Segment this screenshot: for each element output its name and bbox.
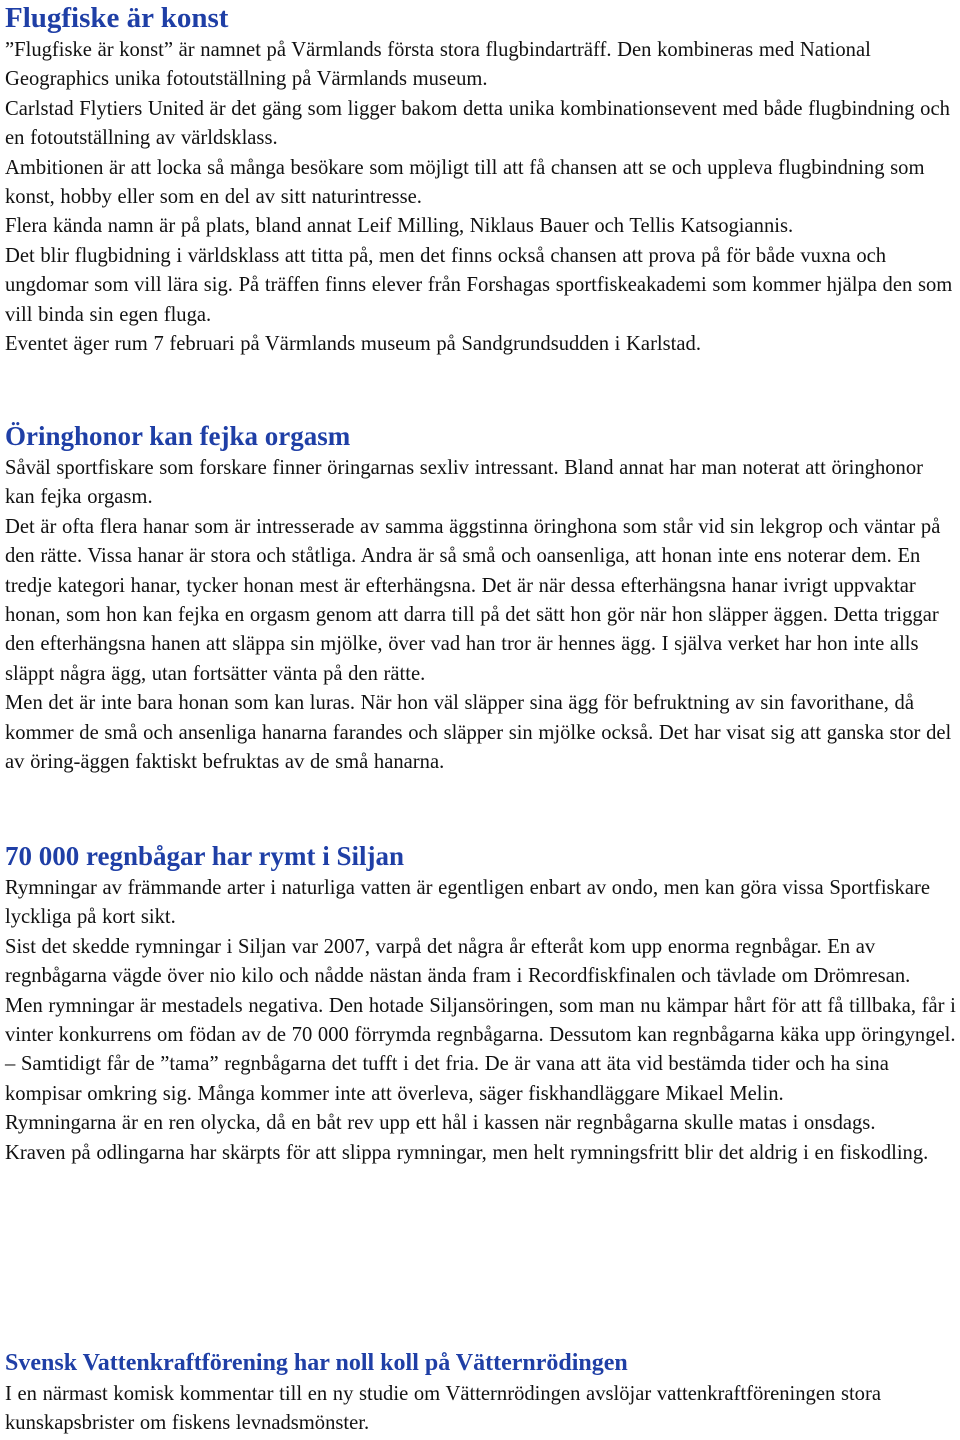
- article-paragraph: Men rymningar är mestadels negativa. Den hotade Siljansöringen, som man nu kämpar hårt för att få tillbaka, får i vinter konkurrens om födan av de 70 000 förrymda regnbågarna. Dessutom kan regnbågarna käka upp öringyngel.: [5, 994, 956, 1047]
- article-paragraph: ”Flugfiske är konst” är namnet på Värmlands första stora flugbindarträff. Den kombineras med National Geographics unika fotoutställning på Värmlands museum.: [5, 39, 871, 91]
- article-paragraph: Carlstad Flytiers United är det gäng som ligger bakom detta unika kombinationsevent med både flugbindning och en fotoutställning av världsklass.: [5, 97, 950, 150]
- article-oringhonor: [5, 418, 957, 777]
- article-flugfiske: [5, 0, 957, 359]
- article-paragraph: Rymningar av främmande arter i naturliga vatten är egentligen enbart av ondo, men kan göra vissa Sportfiskare lyckliga på kort sikt.: [5, 877, 930, 929]
- article-paragraph: Kraven på odlingarna har skärpts för att slippa rymningar, men helt rymningsfritt blir det aldrig i en fiskodling.: [5, 1141, 929, 1164]
- article-paragraph: Eventet äger rum 7 februari på Värmlands museum på Sandgrundsudden i Karlstad.: [5, 333, 701, 356]
- article-heading: 70 000 regnbågar har rymt i Siljan: [5, 841, 405, 871]
- article-heading: Svensk Vattenkraftförening har noll koll på Vätternrödingen: [5, 1350, 628, 1376]
- article-paragraph: – Samtidigt får de ”tama” regnbågarna det tufft i det fria. De är vana att äta vid bestämda tider och ha sina kompisar omkring sig. Många kommer inte att överleva, säger fiskhandläggare Mikael Melin.: [5, 1053, 889, 1105]
- article-paragraph: Flera kända namn är på plats, bland annat Leif Milling, Niklaus Bauer och Tellis Katsogiannis.: [5, 215, 794, 238]
- article-paragraph: Det är ofta flera hanar som är intresserade av samma äggstinna öringhona som står vid sin lekgrop och väntar på den rätte. Vissa hanar är stora och ståtliga. Andra är så små och oansenliga, att honan inte ens noterar dem. En tredje kategori hanar, tycker honan mest är efterhängsna. Det är när dessa efterhängsna hanar ivrigt uppvaktar honan, som hon kan fejka en orgasm genom att darra till på det sätt hon gör när hon släpper äggen. Detta triggar den efterhängsna hanen att släppa sin mjölke, över vad han tror är hennes ägg. I själva verket har hon inte alls släppt några ägg, utan fortsätter vänta på den rätte.: [5, 515, 941, 685]
- article-paragraph: Men det är inte bara honan som kan luras. När hon väl släpper sina ägg för befruktning av sin favorithane, då kommer de små och ansenliga hanarna farandes och släpper sin mjölke också. Det har visat sig att ganska stor del av öring-äggen faktiskt befruktas av de små hanarna.: [5, 692, 952, 774]
- article-paragraph: Rymningarna är en ren olycka, då en båt rev upp ett hål i kassen när regnbågarna skulle matas i onsdags.: [5, 1112, 876, 1135]
- article-paragraph: I en närmast komisk kommentar till en ny studie om Vätternrödingen avslöjar vattenkraftföreningen stora kunskapsbrister om fiskens levnadsmönster.: [5, 1383, 881, 1435]
- article-paragraph: Sist det skedde rymningar i Siljan var 2007, varpå det några år efteråt kom upp enorma regnbågar. En av regnbågarna vägde över nio kilo och nådde nästan ända fram i Recordfiskfinalen och tävlade om Drömresan.: [5, 935, 911, 988]
- article-heading: Öringhonor kan fejka orgasm: [5, 421, 351, 451]
- article-heading: Flugfiske är konst: [5, 2, 229, 34]
- article-paragraph: Såväl sportfiskare som forskare finner öringarnas sexliv intressant. Bland annat har man noterat att öringhonor kan fejka orgasm.: [5, 457, 924, 509]
- article-regnbagar: [5, 838, 957, 1168]
- article-paragraph: Det blir flugbidning i världsklass att titta på, men det finns också chansen att prova på för både vuxna och ungdomar som vill lära sig. På träffen finns elever från Forshagas sportfiskeakademi som kommer hjälpa den som vill binda sin egen fluga.: [5, 244, 953, 326]
- article-paragraph: Ambitionen är att locka så många besökare som möjligt till att få chansen att se och uppleva flugbindning som konst, hobby eller som en del av sitt naturintresse.: [5, 156, 925, 209]
- article-vattenkraft: [5, 1346, 957, 1439]
